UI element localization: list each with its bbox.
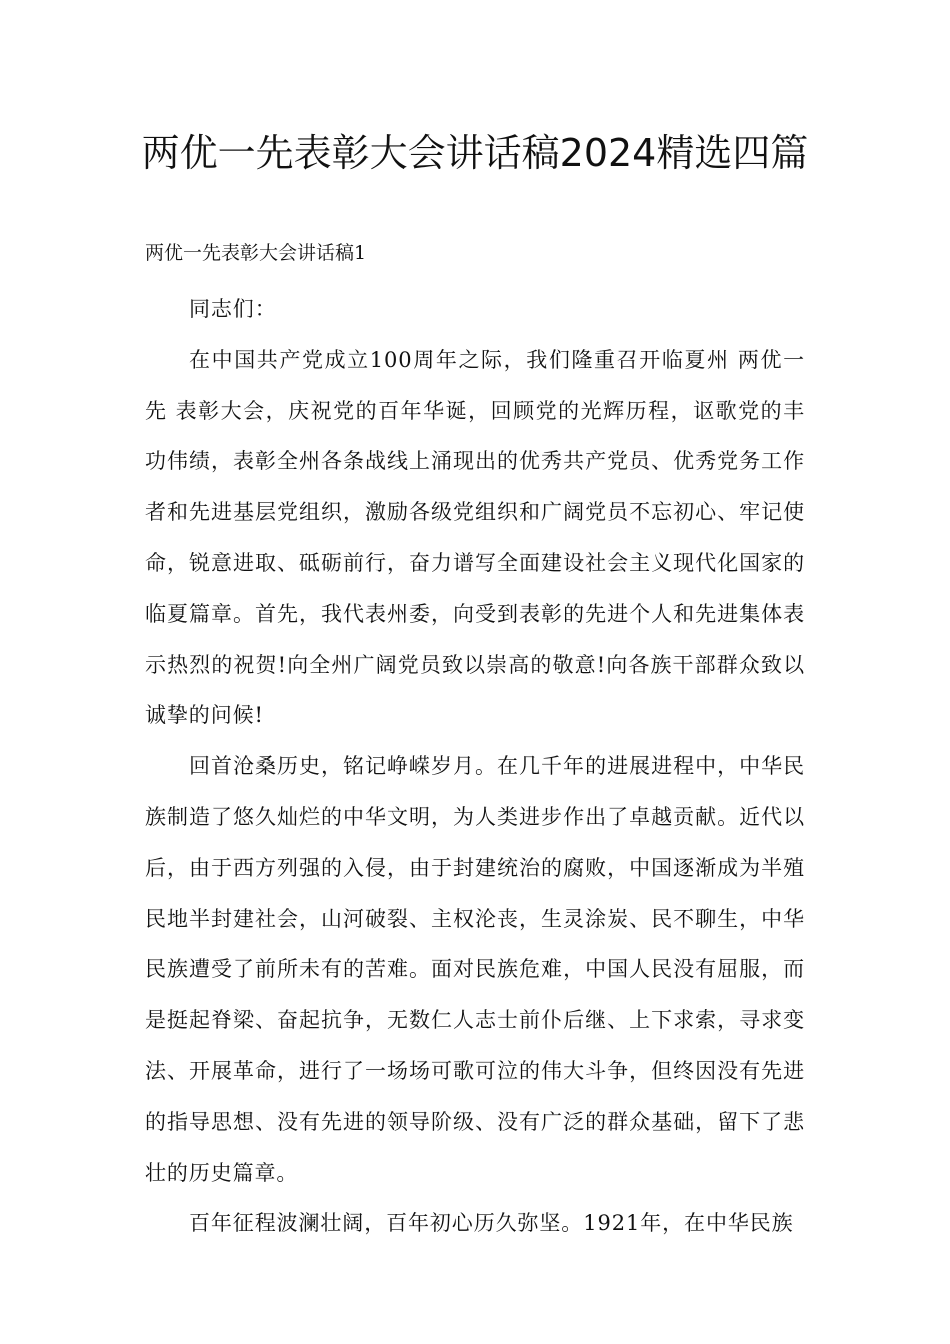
body-paragraph: 回首沧桑历史，铭记峥嵘岁月。在几千年的进展进程中，中华民族制造了悠久灿烂的中华文明，为人类进步作出了卓越贡献。近代以后，由于西方列强的入侵，由于封建统治的腐败，中国逐渐成为半殖民地半封建社会，山河破裂、主权沦丧，生灵涂炭、民不聊生，中华民族遭受了前所未有的苦难。面对民族危难，中国人民没有屈服，而是挺起脊梁、奋起抗争，无数仁人志士前仆后继、上下求索，寻求变法、开展革命，进行了一场场可歌可泣的伟大斗争，但终因没有先进的指导思想、没有先进的领导阶级、没有广泛的群众基础，留下了悲壮的历史篇章。 — [145, 754, 805, 1185]
body-paragraph: 在中国共产党成立100周年之际，我们隆重召开临夏州 两优一先 表彰大会，庆祝党的百年华诞，回顾党的光辉历程，讴歌党的丰功伟绩，表彰全州各条战线上涌现出的优秀共产党员、优秀党务工作者和先进基层党组织，激励各级党组织和广阔党员不忘初心、牢记使命，锐意进取、砥砺前行，奋力谱写全面建设社会主义现代化国家的临夏篇章。首先，我代表州委，向受到表彰的先进个人和先进集体表示热烈的祝贺!向全州广阔党员致以崇高的敬意!向各族干部群众致以诚挚的问候! — [145, 347, 805, 728]
body-paragraph: 百年征程波澜壮阔，百年初心历久弥坚。1921年，在中华民族 — [189, 1211, 794, 1236]
salutation-paragraph: 同志们： — [189, 297, 277, 321]
section-heading: 两优一先表彰大会讲话稿1 — [145, 242, 367, 264]
document-title: 两优一先表彰大会讲话稿2024精选四篇 — [141, 131, 809, 175]
document-body — [145, 284, 805, 1249]
